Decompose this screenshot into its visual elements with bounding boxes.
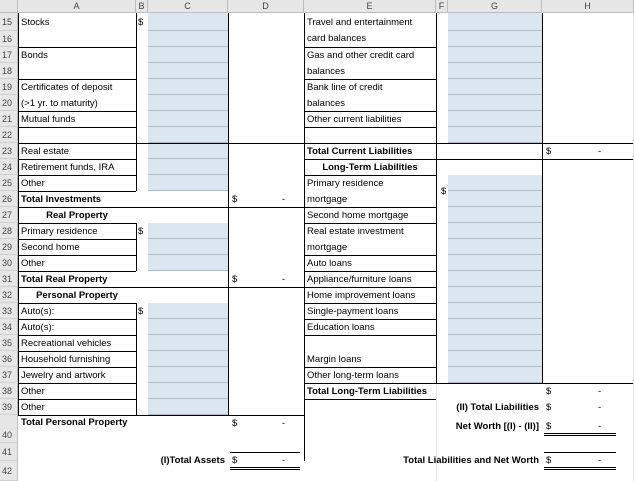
row-header[interactable]: 39 <box>0 399 18 415</box>
label-total-assets: (I)Total Assets <box>160 455 225 466</box>
col-header-f[interactable]: F <box>436 0 448 13</box>
input-cd[interactable] <box>148 79 228 95</box>
label-cd-line2: (>1 yr. to maturity) <box>21 98 98 109</box>
row-header[interactable]: 26 <box>0 191 18 207</box>
input-row20[interactable] <box>148 95 228 111</box>
col-header-b[interactable]: B <box>136 0 148 13</box>
label-travel-line2: card balances <box>307 33 367 44</box>
input-second-home[interactable] <box>148 239 228 255</box>
label-appliance-loans: Appliance/furniture loans <box>307 274 412 285</box>
label-bank-line2: balances <box>307 98 346 109</box>
label-rec-vehicles: Recreational vehicles <box>21 338 112 349</box>
label-single-payment: Single-payment loans <box>307 306 399 317</box>
label-other-inv: Other <box>21 178 45 189</box>
label-primary-mortgage-line1: Primary residence <box>307 178 384 189</box>
border-line <box>304 127 436 128</box>
label-cd-line1: Certificates of deposit <box>21 82 113 93</box>
input-bank[interactable] <box>448 79 542 95</box>
currency-symbol: $ <box>138 17 144 28</box>
border-line <box>304 399 436 400</box>
currency-symbol: $ <box>232 194 238 205</box>
input-row16-right[interactable] <box>448 31 542 47</box>
input-second-home-mortgage[interactable] <box>448 207 542 223</box>
input-row35-right[interactable] <box>448 335 542 351</box>
total-top-rule <box>230 452 300 453</box>
select-all-corner[interactable] <box>0 0 18 13</box>
input-row22-right[interactable] <box>448 127 542 143</box>
label-total-real-property: Total Real Property <box>21 274 108 285</box>
label-other-pp1: Other <box>21 386 45 397</box>
label-other-long-term: Other long-term loans <box>307 370 399 381</box>
input-primary-residence[interactable] <box>148 223 228 239</box>
input-auto2[interactable] <box>148 319 228 335</box>
label-gas-line2: balances <box>307 66 346 77</box>
currency-symbol: $ <box>138 226 144 237</box>
border-line <box>136 13 137 191</box>
row-header[interactable]: 33 <box>0 303 18 319</box>
row-header[interactable]: 21 <box>0 111 18 127</box>
input-row16[interactable] <box>148 31 228 47</box>
input-row18-right[interactable] <box>448 63 542 79</box>
label-second-home-mortgage: Second home mortgage <box>307 210 409 221</box>
input-margin-loans[interactable] <box>448 351 542 367</box>
label-other-current: Other current liabilities <box>307 114 402 125</box>
currency-symbol: $ <box>546 146 552 157</box>
label-total-current: Total Current Liabilities <box>307 146 413 157</box>
label-auto1: Auto(s): <box>21 306 55 317</box>
heading-personal-property: Personal Property <box>36 290 118 301</box>
border-line <box>136 303 137 415</box>
input-retirement[interactable] <box>148 159 228 175</box>
input-rec-vehicles[interactable] <box>148 335 228 351</box>
label-total-long-term: Total Long-Term Liabilities <box>307 386 427 397</box>
input-real-estate[interactable] <box>148 143 228 159</box>
border-line <box>304 335 436 336</box>
input-row20-right[interactable] <box>448 95 542 111</box>
row-header[interactable]: 35 <box>0 335 18 351</box>
dash-value: - <box>598 146 602 157</box>
label-total-liabilities: (II) Total Liabilities <box>456 402 539 413</box>
border-line <box>136 223 137 271</box>
dash-value: - <box>282 274 286 285</box>
label-total-liab-net-worth: Total Liabilities and Net Worth <box>403 455 539 466</box>
label-household: Household furnishing <box>21 354 111 365</box>
label-mutual-funds: Mutual funds <box>21 114 76 125</box>
row-header[interactable]: 41 <box>0 443 18 461</box>
input-row26-right[interactable] <box>448 191 542 207</box>
currency-symbol: $ <box>232 274 238 285</box>
row-header[interactable]: 40 <box>0 415 18 443</box>
heading-real-property: Real Property <box>46 210 108 221</box>
label-stocks: Stocks <box>21 17 50 28</box>
label-bonds: Bonds <box>21 50 48 61</box>
row-header[interactable]: 19 <box>0 79 18 95</box>
dash-value: - <box>598 386 602 397</box>
double-underline <box>544 467 616 470</box>
border-line <box>436 13 437 383</box>
input-other-inv[interactable] <box>148 175 228 191</box>
row-header[interactable]: 34 <box>0 319 18 335</box>
input-appliance-loans[interactable] <box>448 271 542 287</box>
row-header[interactable]: 17 <box>0 47 18 63</box>
row-header[interactable]: 42 <box>0 461 18 481</box>
label-total-personal-property: Total Personal Property <box>21 417 128 428</box>
label-re-invest-line2: mortgage <box>307 242 348 253</box>
input-other-current[interactable] <box>448 111 542 127</box>
row-header[interactable]: 22 <box>0 127 18 143</box>
input-row29-right[interactable] <box>448 239 542 255</box>
label-other-rp: Other <box>21 258 45 269</box>
label-jewelry: Jewelry and artwork <box>21 370 106 381</box>
row-header[interactable]: 18 <box>0 63 18 79</box>
input-primary-mortgage[interactable] <box>448 175 542 191</box>
row-header[interactable]: 37 <box>0 367 18 383</box>
label-retirement: Retirement funds, IRA <box>21 162 115 173</box>
currency-symbol: $ <box>546 421 552 432</box>
border-line <box>228 13 229 415</box>
label-travel-line1: Travel and entertainment <box>307 17 413 28</box>
col-header-h[interactable]: H <box>542 0 634 13</box>
input-row22[interactable] <box>148 127 228 143</box>
row-header[interactable]: 28 <box>0 223 18 239</box>
input-single-payment[interactable] <box>448 303 542 319</box>
row-header[interactable]: 29 <box>0 239 18 255</box>
row-header[interactable]: 32 <box>0 287 18 303</box>
heading-long-term: Long-Term Liabilities <box>322 162 418 173</box>
row-header[interactable]: 30 <box>0 255 18 271</box>
row-header[interactable]: 27 <box>0 207 18 223</box>
label-primary-mortgage-line2: mortgage <box>307 194 348 205</box>
row-header[interactable]: 31 <box>0 271 18 287</box>
currency-symbol: $ <box>232 418 238 429</box>
input-other-rp[interactable] <box>148 255 228 271</box>
input-other-pp1[interactable] <box>148 383 228 399</box>
label-real-estate: Real estate <box>21 146 70 157</box>
label-auto-loans: Auto loans <box>307 258 352 269</box>
input-auto-loans[interactable] <box>448 255 542 271</box>
dash-value: - <box>598 402 602 413</box>
label-other-pp2: Other <box>21 402 45 413</box>
border-line <box>18 127 136 128</box>
input-home-improvement[interactable] <box>448 287 542 303</box>
col-header-a[interactable]: A <box>18 0 136 13</box>
input-travel[interactable] <box>448 13 542 31</box>
label-margin-loans: Margin loans <box>307 354 362 365</box>
label-bank-line1: Bank line of credit <box>307 82 383 93</box>
col-header-d[interactable]: D <box>228 0 304 13</box>
row-header[interactable]: 23 <box>0 143 18 159</box>
label-gas-line1: Gas and other credit card <box>307 50 415 61</box>
input-re-investment[interactable] <box>448 223 542 239</box>
border-line <box>542 13 543 383</box>
label-total-investments: Total Investments <box>21 194 102 205</box>
double-underline <box>544 433 616 436</box>
dash-value: - <box>598 455 602 466</box>
col-header-e[interactable]: E <box>304 0 436 13</box>
input-auto1[interactable] <box>148 303 228 319</box>
input-household[interactable] <box>148 351 228 367</box>
input-gas[interactable] <box>448 47 542 63</box>
input-jewelry[interactable] <box>148 367 228 383</box>
row-header[interactable]: 16 <box>0 31 18 47</box>
dash-value: - <box>598 421 602 432</box>
row-header[interactable]: 38 <box>0 383 18 399</box>
input-education-loans[interactable] <box>448 319 542 335</box>
label-education-loans: Education loans <box>307 322 375 333</box>
currency-symbol: $ <box>546 386 552 397</box>
col-header-c[interactable]: C <box>148 0 228 13</box>
input-bonds[interactable] <box>148 47 228 63</box>
row-header[interactable]: 24 <box>0 159 18 175</box>
label-re-invest-line1: Real estate investment <box>307 226 404 237</box>
currency-symbol: $ <box>232 455 238 466</box>
total-top-rule <box>544 452 616 453</box>
label-primary-residence: Primary residence <box>21 226 98 237</box>
double-underline <box>230 467 300 470</box>
dash-value: - <box>282 455 286 466</box>
input-other-long-term[interactable] <box>448 367 542 383</box>
label-second-home: Second home <box>21 242 80 253</box>
input-row18[interactable] <box>148 63 228 79</box>
input-mutual-funds[interactable] <box>148 111 228 127</box>
currency-symbol: $ <box>546 455 552 466</box>
currency-symbol: $ <box>546 402 552 413</box>
currency-symbol: $ <box>441 186 447 197</box>
row-header[interactable]: 20 <box>0 95 18 111</box>
row-header[interactable]: 15 <box>0 13 18 31</box>
label-auto2: Auto(s): <box>21 322 55 333</box>
label-net-worth: Net Worth [(I) - (II)] <box>455 421 539 432</box>
dash-value: - <box>282 418 286 429</box>
row-header[interactable]: 36 <box>0 351 18 367</box>
dash-value: - <box>282 194 286 205</box>
currency-symbol: $ <box>138 306 144 317</box>
input-stocks[interactable] <box>148 13 228 31</box>
input-other-pp2[interactable] <box>148 399 228 415</box>
label-home-improvement: Home improvement loans <box>307 290 416 301</box>
row-header[interactable]: 25 <box>0 175 18 191</box>
col-header-g[interactable]: G <box>448 0 542 13</box>
